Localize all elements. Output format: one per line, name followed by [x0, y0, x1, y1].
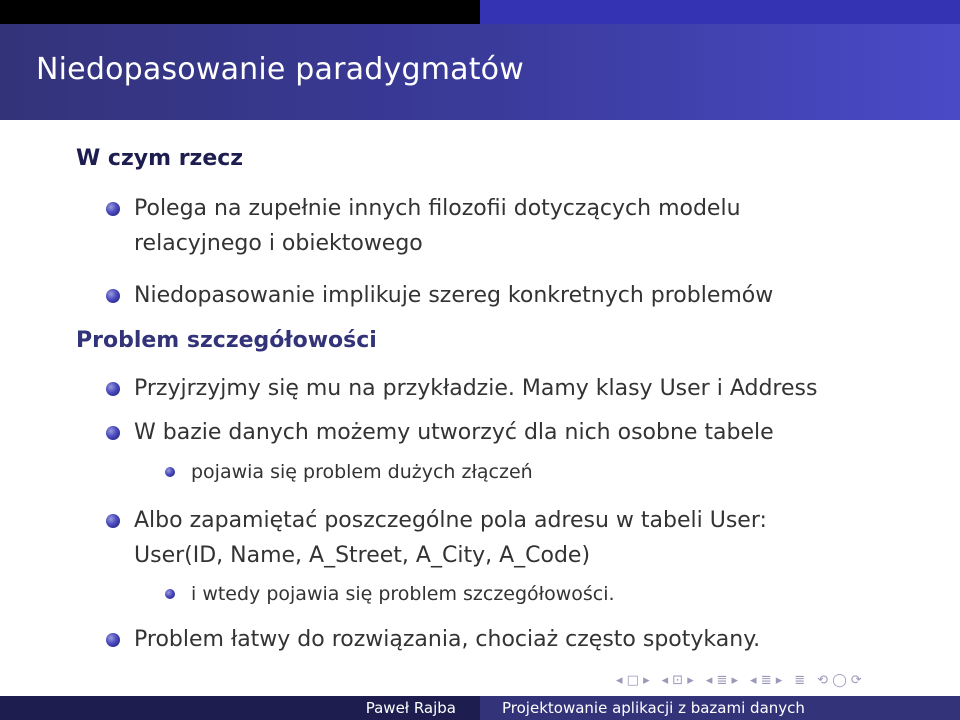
list-item-line: W bazie danych możemy utworzyć dla nich osobne tabele — [134, 420, 774, 445]
section-heading-w-czym-rzecz: W czym rzecz — [76, 146, 244, 171]
footer — [0, 696, 960, 720]
sub-list-item: pojawia się problem dużych złączeń — [191, 461, 533, 483]
list-item-line: Przyjrzyjmy się mu na przykładzie. Mamy klasy User i Address — [134, 376, 818, 401]
list-item-line: User(ID, Name, A_Street, A_City, A_Code) — [134, 543, 591, 568]
list-item-line: Albo zapamiętać poszczególne pola adresu w tabeli User: — [134, 508, 767, 533]
section-heading-problem-szczegolowosci: Problem szczegółowości — [76, 328, 377, 353]
list-item — [134, 503, 914, 573]
nav-section-icon[interactable]: ◂ ≣ ▸ — [750, 672, 783, 688]
top-strip-left — [0, 0, 480, 24]
slide-content — [0, 120, 960, 680]
footer-course: Projektowanie aplikacji z bazami danych — [480, 696, 960, 720]
sub-bullet-icon — [165, 589, 175, 599]
slide-title: Niedopasowanie paradygmatów — [36, 52, 524, 87]
list-item-line: Niedopasowanie implikuje szereg konkretnych problemów — [134, 283, 774, 308]
sub-bullet-icon — [165, 467, 175, 477]
bullet-icon — [106, 382, 120, 396]
list-item — [134, 622, 914, 657]
list-item — [134, 371, 914, 406]
footer-author: Paweł Rajba — [0, 696, 480, 720]
list-item — [134, 191, 914, 261]
nav-search-icon[interactable]: ⟲ ◯ ⟳ — [817, 672, 862, 688]
nav-subsection-icon[interactable]: ◂ ≣ ▸ — [705, 672, 739, 688]
bullet-icon — [106, 426, 120, 440]
sub-list-item: i wtedy pojawia się problem szczegółowości. — [191, 583, 615, 605]
nav-toc-icon[interactable]: ≣ — [794, 672, 806, 688]
list-item-line: Problem łatwy do rozwiązania, chociaż często spotykany. — [134, 627, 761, 652]
nav-slide-icon[interactable]: ◂ ⊡ ▸ — [661, 672, 694, 688]
title-bar — [0, 24, 960, 120]
bullet-icon — [106, 514, 120, 528]
list-item — [134, 278, 914, 313]
top-strip-right — [480, 0, 960, 24]
list-item-line: relacyjnego i obiektowego — [134, 231, 423, 256]
navigation-symbols — [616, 670, 862, 690]
list-item-line: Polega na zupełnie innych filozofii dotyczących modelu — [134, 196, 741, 221]
nav-frame-icon[interactable]: ◂ □ ▸ — [616, 672, 650, 688]
bullet-icon — [106, 633, 120, 647]
bullet-icon — [106, 289, 120, 303]
list-item — [134, 415, 914, 450]
bullet-icon — [106, 202, 120, 216]
top-strip — [0, 0, 960, 24]
